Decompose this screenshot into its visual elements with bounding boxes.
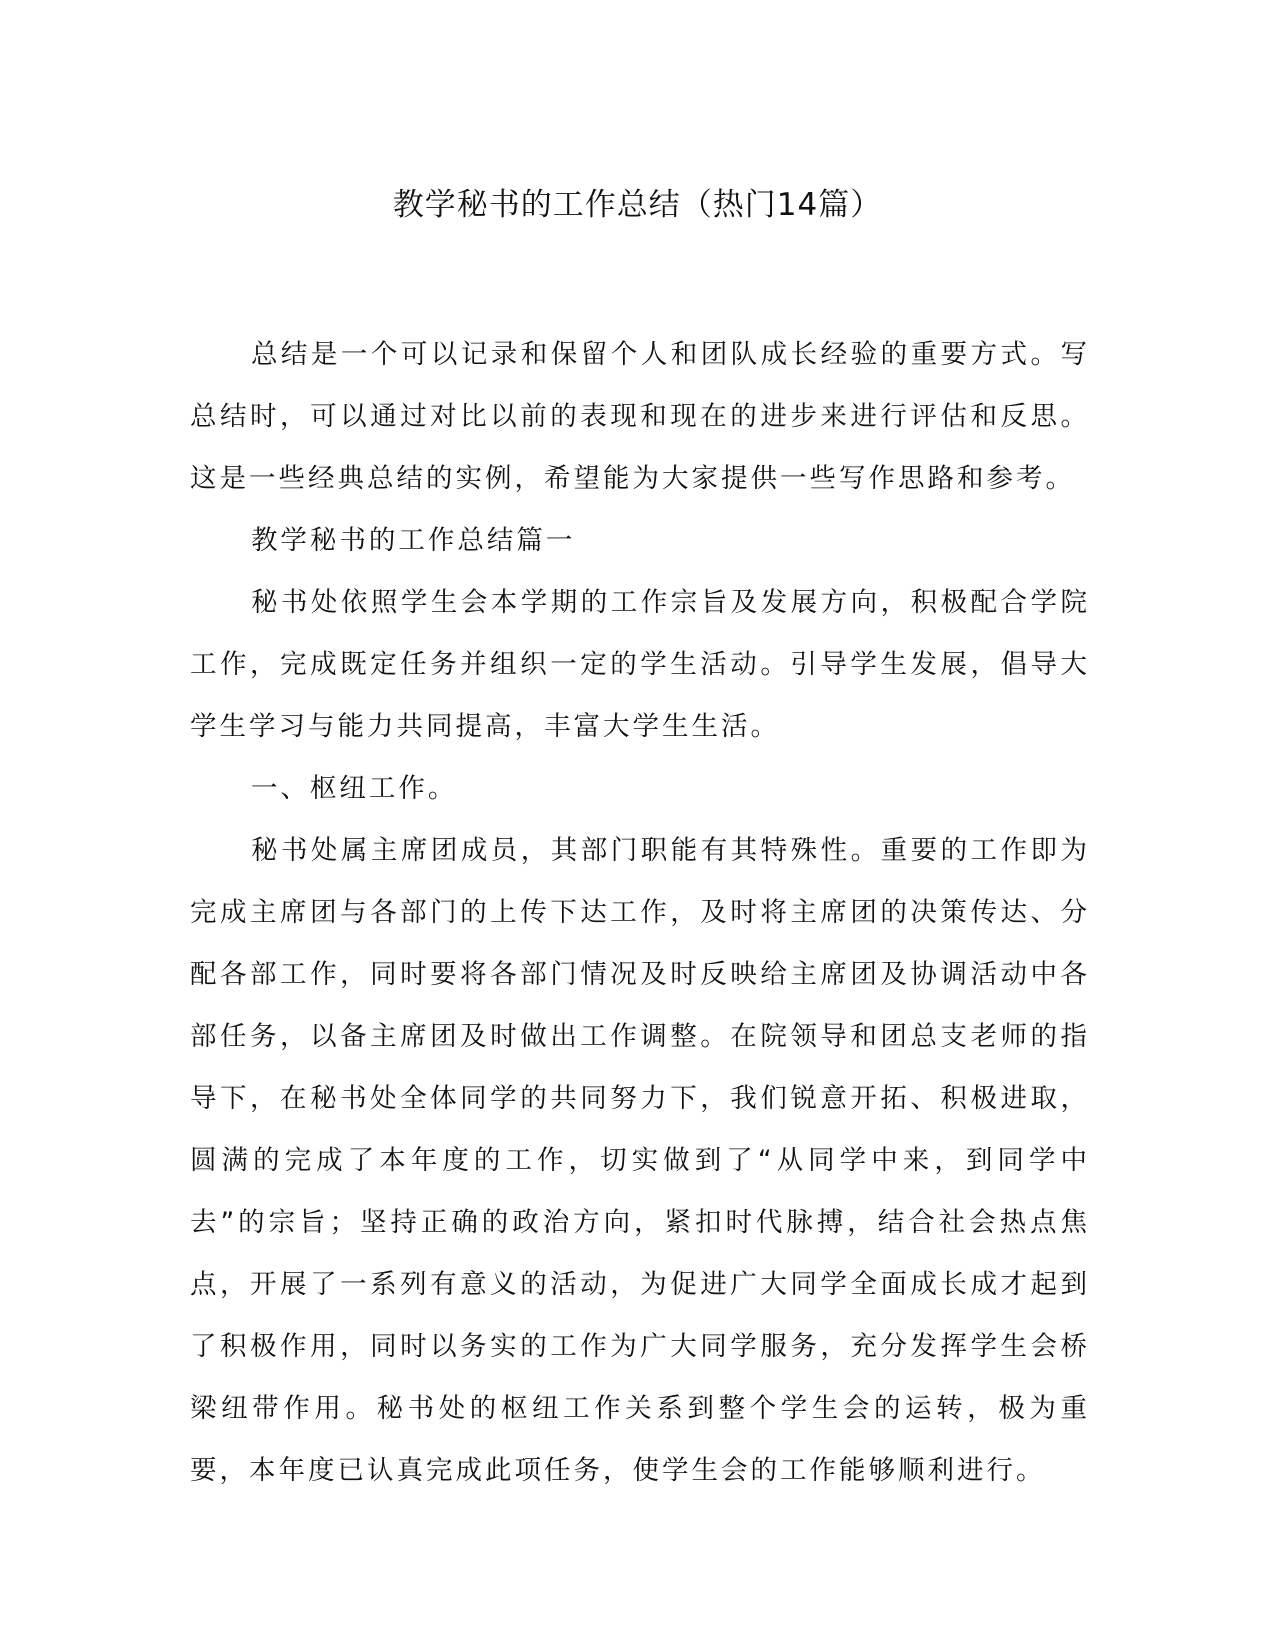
document-title: 教学秘书的工作总结（热门14篇） <box>392 187 883 223</box>
document-body <box>190 324 1090 1502</box>
subsection-heading-hub-work: 一、枢纽工作。 <box>250 773 458 804</box>
paragraph-overview: 秘书处依照学生会本学期的工作宗旨及发展方向，积极配合学院工作，完成既定任务并组织一定的学生活动。引导学生发展，倡导大学生学习与能力共同提高，丰富大学生生活。 <box>190 587 1090 742</box>
section-heading-part-one: 教学秘书的工作总结篇一 <box>250 525 576 556</box>
paragraph-hub-work: 秘书处属主席团成员，其部门职能有其特殊性。重要的工作即为完成主席团与各部门的上传下达工作，及时将主席团的决策传达、分配各部工作，同时要将各部门情况及时反映给主席团及协调活动中各部任务，以备主席团及时做出工作调整。在院领导和团总支老师的指导下，在秘书处全体同学的共同努力下，我们锐意开拓、积极进取，圆满的完成了本年度的工作，切实做到了“从同学中来，到同学中去”的宗旨；坚持正确的政治方向，紧扣时代脉搏，结合社会热点焦点，开展了一系列有意义的活动，为促进广大同学全面成长成才起到了积极作用，同时以务实的工作为广大同学服务，充分发挥学生会桥梁纽带作用。秘书处的枢纽工作关系到整个学生会的运转，极为重要，本年度已认真完成此项任务，使学生会的工作能够顺利进行。 <box>190 835 1090 1486</box>
paragraph-intro: 总结是一个可以记录和保留个人和团队成长经验的重要方式。写总结时，可以通过对比以前的表现和现在的进步来进行评估和反思。这是一些经典总结的实例，希望能为大家提供一些写作思路和参考。 <box>190 339 1090 494</box>
